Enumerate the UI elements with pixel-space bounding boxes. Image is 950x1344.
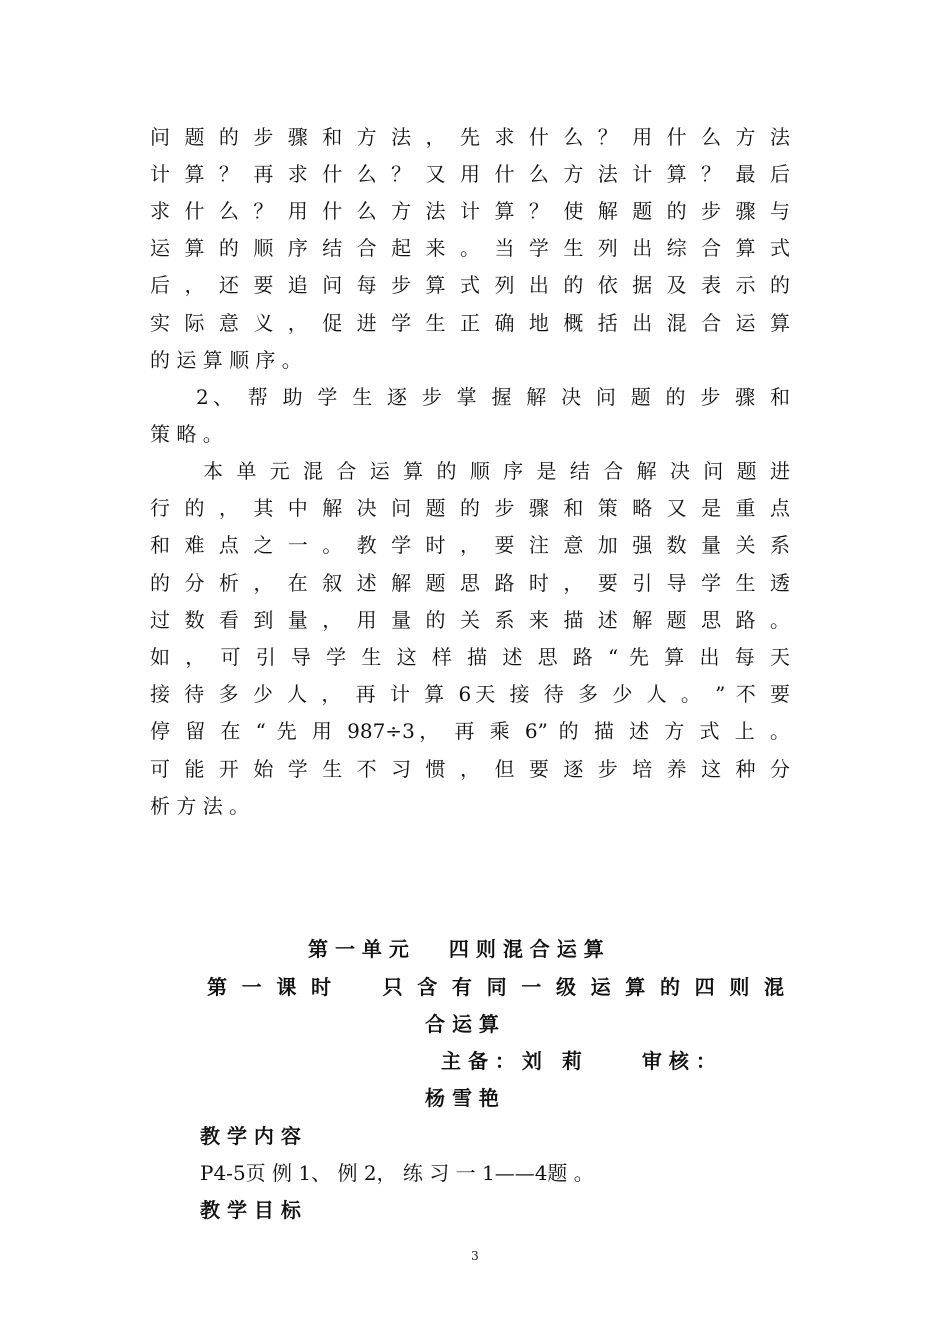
unit-title: 第 一 单 元 四 则 混 合 运 算 — [308, 937, 604, 961]
authors-line-1: 主 备 ： 刘 莉 审 核 ： — [441, 1049, 716, 1073]
paragraph-3-line-6: 如 ， 可 引 导 学 生 这 样 描 述 思 路 “ 先 算 出 每 天 — [150, 645, 790, 669]
paragraph-3-line-3: 和 难 点 之 一 。 教 学 时 ， 要 注 意 加 强 数 量 关 系 — [150, 533, 790, 557]
paragraph-3-line-2: 行 的 ， 其 中 解 决 问 题 的 步 骤 和 策 略 又 是 重 点 — [150, 496, 790, 520]
paragraph-3-line-10: 析 方 法 。 — [150, 794, 250, 818]
content-heading: 教 学 内 容 — [200, 1124, 301, 1148]
paragraph-1-line-5: 后 ， 还 要 追 问 每 步 算 式 列 出 的 依 据 及 表 示 的 — [150, 273, 790, 297]
paragraph-3-line-8: 停 留 在 “ 先 用 987÷3， 再 乘 6” 的 描 述 方 式 上 。 — [150, 719, 790, 743]
paragraph-1-line-1: 问 题 的 步 骤 和 方 法 ， 先 求 什 么 ？ 用 什 么 方 法 — [150, 125, 790, 149]
page-number: 3 — [471, 1249, 479, 1263]
paragraph-3-line-9: 可 能 开 始 学 生 不 习 惯 ， 但 要 逐 步 培 养 这 种 分 — [150, 757, 790, 781]
paragraph-1-line-6: 实 际 意 义 ， 促 进 学 生 正 确 地 概 括 出 混 合 运 算 — [150, 311, 790, 335]
content-text: P4-5页 例 1、 例 2， 练 习 一 1——4题 。 — [200, 1161, 594, 1185]
paragraph-2-line-1: 2、 帮 助 学 生 逐 步 掌 握 解 决 问 题 的 步 骤 和 — [196, 385, 790, 409]
paragraph-3-line-7: 接 待 多 少 人 ， 再 计 算 6天 接 待 多 少 人 。 ” 不 要 — [150, 682, 790, 706]
paragraph-1-line-2: 计 算 ？ 再 求 什 么 ？ 又 用 什 么 方 法 计 算 ？ 最 后 — [150, 162, 790, 186]
paragraph-1-line-7: 的 运 算 顺 序 。 — [150, 348, 302, 372]
paragraph-3-line-5: 过 数 看 到 量 ， 用 量 的 关 系 来 描 述 解 题 思 路 。 — [150, 608, 790, 632]
paragraph-3-line-4: 的 分 析 ， 在 叙 述 解 题 思 路 时 ， 要 引 导 学 生 透 — [150, 571, 790, 595]
lesson-title-line-2: 合 运 算 — [425, 1012, 499, 1036]
authors-line-2: 杨 雪 艳 — [425, 1086, 499, 1110]
lesson-title-line-1: 第 一 课 时 只 含 有 同 一 级 运 算 的 四 则 混 — [207, 975, 784, 999]
paragraph-1-line-3: 求 什 么 ？ 用 什 么 方 法 计 算 ？ 使 解 题 的 步 骤 与 — [150, 199, 790, 223]
paragraph-3-line-1: 本 单 元 混 合 运 算 的 顺 序 是 结 合 解 决 问 题 进 — [203, 459, 790, 483]
paragraph-1-line-4: 运 算 的 顺 序 结 合 起 来 。 当 学 生 列 出 综 合 算 式 — [150, 236, 790, 260]
goal-heading: 教 学 目 标 — [200, 1198, 301, 1222]
paragraph-2-line-2: 策 略 。 — [150, 422, 223, 446]
